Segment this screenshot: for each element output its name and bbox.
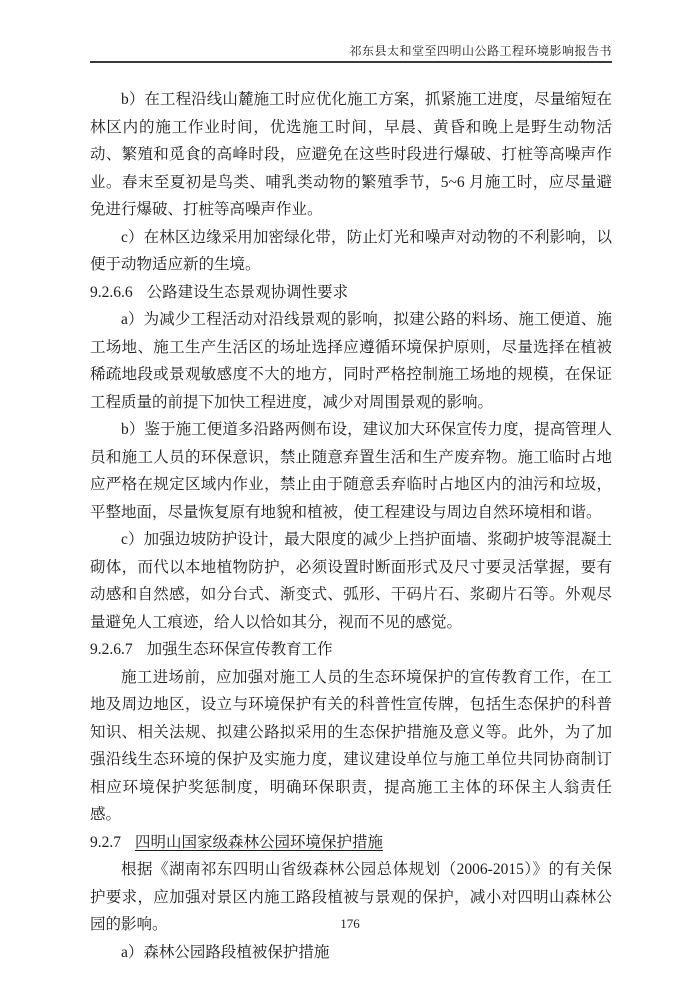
section-number: 9.2.7 [90, 833, 121, 851]
section-number: 9.2.6.6 [90, 283, 133, 301]
section-number: 9.2.6.7 [90, 641, 133, 658]
header-divider [90, 61, 612, 63]
paragraph-education: 施工进场前，应加强对施工人员的生态环境保护的宣传教育工作，在工地及周边地区，设立与环境保护有关的科普性宣传牌，包括生态保护的科普知识、相关法规、拟建公路拟采用的生态保护措施及意义等。此外，为了加强沿线生态环境的保护及实施力度，建议建设单位与施工单位共同协商制订相应环境保护奖惩制度，明确环保职责，提高施工主体的环保主人翁责任感。 [90, 668, 612, 823]
section-heading-9-2-6-7 [90, 636, 612, 664]
paragraph-vegetation-protection: a）森林公园路段植被保护措施 [121, 943, 330, 961]
paragraph-wildlife-construction: b）在工程沿线山麓施工时应优化施工方案，抓紧施工进度，尽量缩短在林区内的施工作业时间，优选施工时间，早晨、黄昏和晚上是野生动物活动、繁殖和觅食的高峰时段，应避免在这些时段进行爆破、打桩等高噪声作业。春末至夏初是鸟类、哺乳类动物的繁殖季节，5~6 月施工时，应尽量避免进行爆破、打桩等高噪声作业。 [90, 91, 612, 218]
section-title: 四明山国家级森林公园环境保护措施 [134, 833, 383, 851]
paragraph-landscape-c: c）加强边坡防护设计，最大限度的减少上挡护面墙、浆砌护坡等混凝土砌体，而代以本地植物防护，必须设置时断面形式及尺寸要灵活掌握，要有动感和自然感，如分台式、渐变式、弧形、干码片石、浆砌片石等。外观尽量避免人工痕迹，给人以恰如其分，视而不见的感觉。 [90, 531, 612, 631]
page-body [90, 86, 612, 966]
section-heading-9-2-7 [90, 829, 612, 857]
page-header-title: 祁东县太和堂至四明山公路工程环境影响报告书 [349, 44, 612, 58]
section-heading-9-2-6-6 [90, 279, 612, 307]
paragraph-landscape-a: a）为减少工程活动对沿线景观的影响，拟建公路的料场、施工便道、施工场地、施工生产生活区的场址选择应遵循环境保护原则，尽量选择在植被稀疏地段或景观敏感度不大的地方，同时严格控制施工场地的规模，在保证工程质量的前提下加快工程进度，减少对周围景观的影响。 [90, 311, 612, 411]
paragraph-landscape-b: b）鉴于施工便道多沿路两侧布设，建议加大环保宣传力度，提高管理人员和施工人员的环保意识，禁止随意弃置生活和生产废弃物。施工临时占地应严格在规定区域内作业，禁止由于随意丢弃临时占地区内的油污和垃圾，平整地面，尽量恢复原有地貌和植被，使工程建设与周边自然环境相和谐。 [90, 421, 612, 521]
section-title: 公路建设生态景观协调性要求 [146, 283, 349, 301]
page-number: 176 [340, 916, 360, 931]
paragraph-forest-park-plan: 根据《湖南祁东四明山省级森林公园总体规划（2006-2015）》的有关保护要求，应加强对景区内施工路段植被与景观的保护，减小对四明山森林公园的影响。 [90, 861, 612, 933]
section-title: 加强生态环保宣传教育工作 [146, 641, 333, 658]
paragraph-greenbelt: c）在林区边缘采用加密绿化带，防止灯光和噪声对动物的不利影响，以便于动物适应新的生境。 [90, 228, 612, 273]
